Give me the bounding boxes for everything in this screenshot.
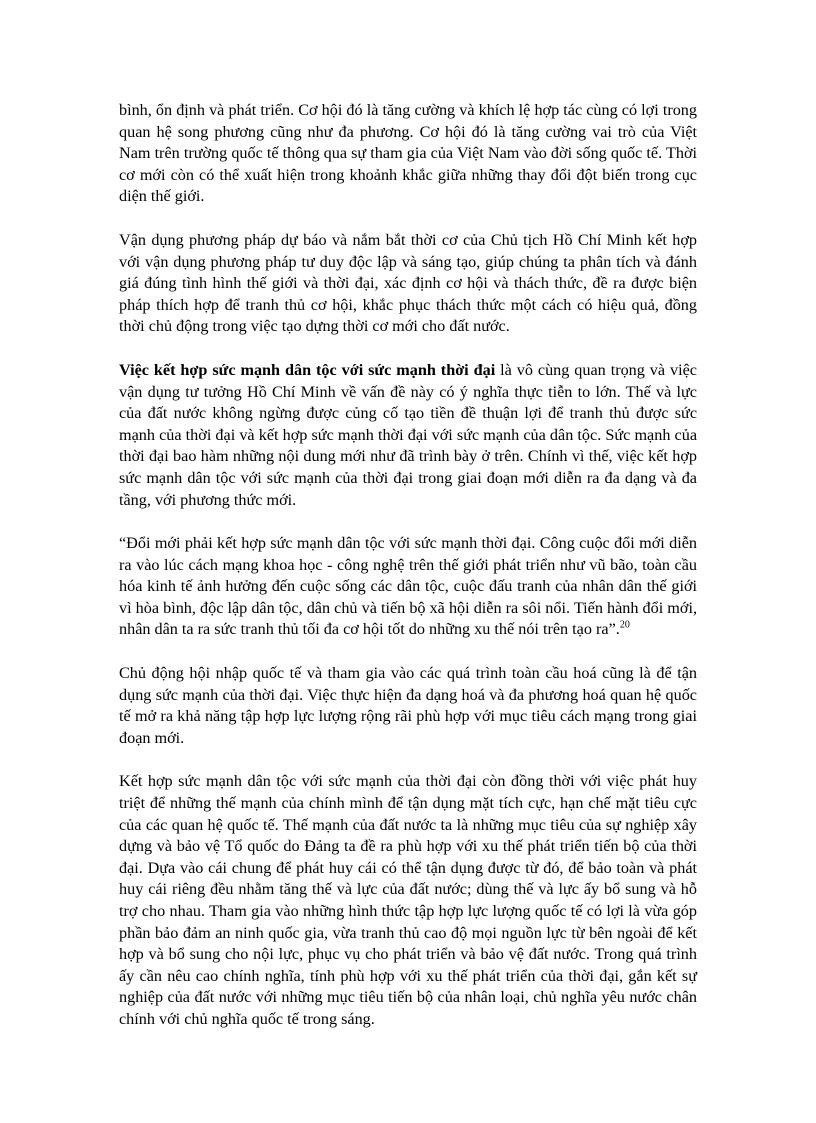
paragraph-forecasting-method (119, 230, 697, 338)
paragraph-text: Chủ động hội nhập quốc tế và tham gia vào các quá trình toàn cầu hoá cũng là để tận dụng sức mạnh của thời đại. Việc thực hiện đa dạng hoá và đa phương hoá quan hệ quốc tế mở ra khả năng tập hợp lực lượng rộng rãi phù hợp với mục tiêu cách mạng trong giai đoạn mới. (119, 664, 697, 747)
footnote-reference[interactable]: 20 (619, 620, 630, 632)
paragraph-national-strengths (119, 771, 697, 1030)
document-page (119, 100, 697, 1031)
paragraph-text: bình, ổn định và phát triển. Cơ hội đó là tăng cường và khích lệ hợp tác cùng có lợi trong quan hệ song phương cũng như đa phương. Cơ hội đó là tăng cường vai trò của Việt Nam trên trường quốc tế thông qua sự tham gia của Việt Nam vào đời sống quốc tế. Thời cơ mới còn có thể xuất hiện trong khoảnh khắc giữa những thay đổi đột biến trong cục diện thế giới. (119, 101, 697, 206)
paragraph-international-integration (119, 663, 697, 749)
paragraph-quotation-renovation (119, 533, 697, 641)
paragraph-text: là vô cùng quan trọng và việc vận dụng tư tưởng Hồ Chí Minh về vấn đề này có ý nghĩa thực tiễn to lớn. Thế và lực của đất nước không ngừng được củng cố tạo tiền đề thuận lợi để tranh thủ được sức mạnh của thời đại và kết hợp sức mạnh thời đại với sức mạnh của dân tộc. Sức mạnh của thời đại bao hàm những nội dung mới như đã trình bày ở trên. Chính vì thế, việc kết hợp sức mạnh dân tộc với sức mạnh của thời đại trong giai đoạn mới diễn ra đa dạng và đa tầng, với phương thức mới. (119, 360, 697, 509)
paragraph-text: “Đổi mới phải kết hợp sức mạnh dân tộc với sức mạnh thời đại. Công cuộc đổi mới diễn ra vào lúc cách mạng khoa học - công nghệ trên thế giới phát triển như vũ bão, toàn cầu hóa kinh tế ảnh hưởng đến cuộc sống các dân tộc, cuộc đấu tranh của nhân dân thế giới vì hòa bình, độc lập dân tộc, dân chủ và tiến bộ xã hội diễn ra sôi nổi. Tiến hành đổi mới, nhân dân ta ra sức tranh thủ tối đa cơ hội tốt do những xu thế nói trên tạo ra”. (119, 534, 697, 639)
paragraph-text: Vận dụng phương pháp dự báo và nắm bắt thời cơ của Chủ tịch Hồ Chí Minh kết hợp với vận dụng phương pháp tư duy độc lập và sáng tạo, giúp chúng ta phân tích và đánh giá đúng tình hình thế giới và thời đại, xác định cơ hội và thách thức, đề ra được biện pháp thích hợp để tranh thủ cơ hội, khắc phục thách thức một cách có hiệu quả, đồng thời chủ động trong việc tạo dựng thời cơ mới cho đất nước. (119, 230, 697, 336)
paragraph-text: Kết hợp sức mạnh dân tộc với sức mạnh của thời đại còn đồng thời với việc phát huy triệt để những thế mạnh của chính mình để tận dụng mặt tích cực, hạn chế mặt tiêu cực của các quan hệ quốc tế. Thế mạnh của đất nước ta là những mục tiêu của sự nghiệp xây dựng và bảo vệ Tổ quốc do Đảng ta đề ra phù hợp với xu thế phát triển tiến bộ của thời đại. Dựa vào cái chung để phát huy cái có thể tận dụng được từ đó, để bảo toàn và phát huy cái riêng đều nhằm tăng thế và lực của đất nước; dùng thế và lực ấy bổ sung và hỗ trợ cho nhau. Tham gia vào những hình thức tập hợp lực lượng quốc tế có lợi là vừa góp phần bảo đảm an ninh quốc gia, vừa tranh thủ cao độ mọi nguồn lực từ bên ngoài để kết hợp và bổ sung cho nội lực, phục vụ cho phát triển và bảo vệ đất nước. Trong quá trình ấy cần nêu cao chính nghĩa, tính phù hợp với xu thế phát triển của thời đại, gắn kết sự nghiệp của đất nước với những mục tiêu tiến bộ của nhân loại, chủ nghĩa yêu nước chân chính với chủ nghĩa quốc tế trong sáng. (119, 772, 697, 1028)
paragraph-opportunities (119, 100, 697, 208)
paragraph-combining-strength (119, 360, 697, 511)
paragraph-bold-lead: Việc kết hợp sức mạnh dân tộc với sức mạnh thời đại (119, 360, 496, 379)
